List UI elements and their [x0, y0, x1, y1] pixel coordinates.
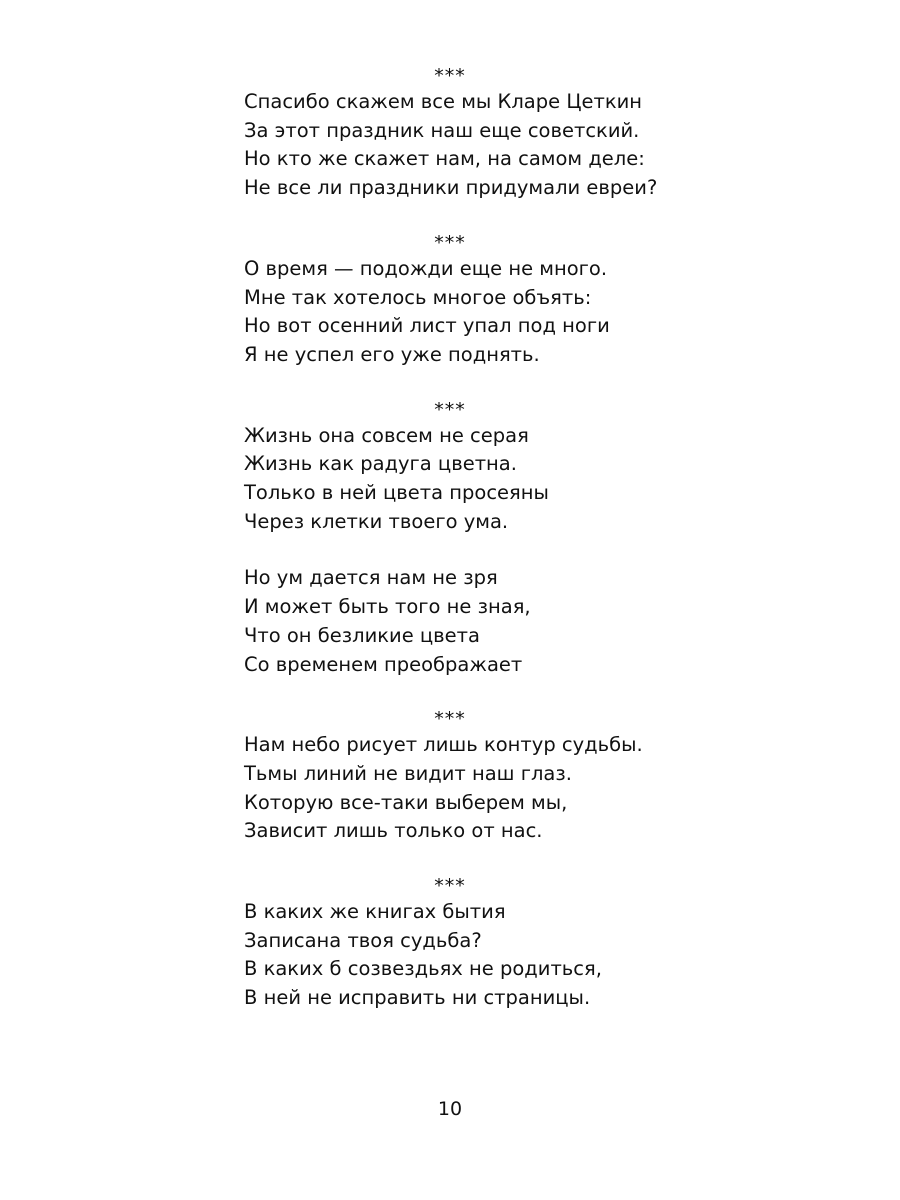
stanza	[244, 422, 804, 537]
poem-line: Я не успел его уже поднять.	[244, 342, 540, 366]
poem	[244, 707, 804, 846]
poem-line: Через клетки твоего ума.	[244, 509, 509, 533]
poem-separator: ***	[434, 708, 466, 731]
poems-column	[244, 64, 804, 1041]
poem-line: Но вот осенний лист упал под ноги	[244, 314, 610, 338]
stanza	[244, 731, 804, 846]
poem-line: Нам небо рисует лишь контур судьбы.	[244, 733, 643, 757]
poem-line: В ней не исправить ни страницы.	[244, 986, 591, 1010]
poem-line: О время — подожди еще не много.	[244, 256, 608, 280]
poem-line: Которую все-таки выберем мы,	[244, 790, 568, 814]
poem	[244, 64, 804, 203]
poem-line: В каких же книгах бытия	[244, 900, 506, 924]
poem	[244, 874, 804, 1013]
poem-line: Но кто же скажет нам, на самом деле:	[244, 147, 645, 171]
page-number: 10	[437, 1098, 463, 1120]
poem-separator: ***	[434, 231, 466, 254]
stanza	[244, 564, 804, 679]
poem-line: Только в ней цвета просеяны	[244, 481, 549, 505]
poem-line: Что он безликие цвета	[244, 623, 480, 647]
poem-line: Зависит лишь только от нас.	[244, 819, 543, 843]
poem-line: Жизнь она совсем не серая	[244, 423, 529, 447]
poem-line: Жизнь как радуга цветна.	[244, 452, 517, 476]
poem-line: Но ум дается нам не зря	[244, 566, 498, 590]
poem-line: В каких б созвездьях не родиться,	[244, 957, 602, 981]
poem-line: Не все ли праздники придумали евреи?	[244, 176, 658, 200]
poem-separator: ***	[434, 875, 466, 898]
stanza	[244, 255, 804, 370]
poem	[244, 398, 804, 680]
poem-line: Спасибо скажем все мы Кларе Цеткин	[244, 90, 643, 113]
poem-line: Тьмы линий не видит наш глаз.	[244, 761, 572, 785]
poem-line: За этот праздник наш еще советский.	[244, 118, 640, 142]
poem-line: Записана твоя судьба?	[244, 928, 482, 952]
poem	[244, 231, 804, 370]
poem-line: Со временем преображает	[244, 652, 523, 676]
poem-line: И может быть того не зная,	[244, 595, 531, 619]
stanza	[244, 898, 804, 1013]
stanza	[244, 88, 804, 203]
poem-separator: ***	[434, 65, 466, 87]
poem-separator: ***	[434, 398, 466, 421]
poem-line: Мне так хотелось многое объять:	[244, 285, 592, 309]
